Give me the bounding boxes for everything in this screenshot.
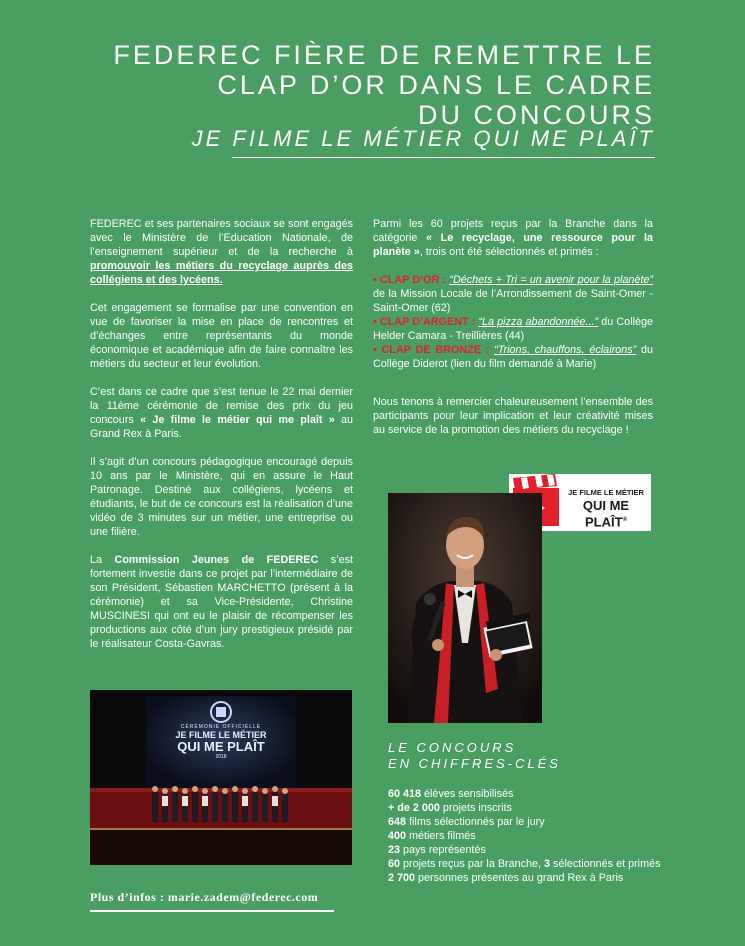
title-divider: [232, 157, 655, 158]
footer-label: Plus d’infos :: [90, 890, 168, 904]
ceremony-photo: [90, 690, 352, 865]
award-label: • CLAP D’OR :: [373, 274, 447, 286]
screen-line: QUI ME PLAÎT: [177, 739, 265, 754]
stats-title: [388, 740, 561, 772]
text: C’est dans ce cadre que s’est tenue le 22 mai dernier la 11ème cérémonie de remise des prix du jeu concours: [90, 386, 353, 426]
logo-text: [563, 488, 649, 529]
bold-text: promouvoir les métiers du recyclage auprès des collégiens et des lycéens.: [90, 260, 353, 286]
screen-line: 2018: [215, 754, 227, 760]
stage-image: [90, 690, 352, 865]
stats-list: [388, 787, 660, 885]
paragraph: Il s’agit d’un concours pédagogique encouragé depuis 10 ans par le Ministère, qui en assure le Haut Patronage. Destiné aux collégiens, lycéens et étudiants, le but de ce concours est la réalisation d’une vidéo de 3 minutes sur un métier, une entreprise ou une filière.: [90, 456, 353, 538]
award-title: “Trions, chauffons, éclairons”: [494, 344, 637, 356]
person-image: [388, 493, 542, 723]
stat-item: + de 2 000 projets inscrits: [388, 802, 512, 814]
text: FEDEREC et ses partenaires sociaux se sont engagés avec le Ministère de l’Education Nationale, de l’enseignement supérieur et de la recherche à: [90, 218, 353, 258]
left-column: [90, 217, 353, 665]
stat-item: 23 pays représentés: [388, 844, 486, 856]
awards-list: [373, 273, 653, 371]
stats-title-line: LE CONCOURS: [388, 740, 517, 755]
screen-line: JE FILME LE MÉTIER: [175, 730, 267, 740]
text: au Grand Rex à Paris.: [90, 414, 353, 440]
stat-item: 60 418 élèves sensibilisés: [388, 788, 514, 800]
award-title: “Déchets + Tri = un avenir pour la planète”: [449, 274, 654, 286]
logo-line: QUI ME PLAÎT®: [582, 498, 630, 530]
screen-text: [146, 724, 296, 760]
text: s’est fortement investie dans ce projet par l’intermédiaire de son Président, Sébastien MARCHETTO (présent à la cérémonie) et sa Vice-Présidente, Christine MUSCINESI qui ont eu le plaisir de récompenser les productions aux côté d’un jury prestigieux présidé par le réalisateur Costa-Gavras.: [90, 554, 353, 650]
footer-contact: [90, 890, 318, 905]
contact-email-link[interactable]: marie.zadem@federec.com: [167, 890, 319, 904]
award-text: de la Mission Locale de l’Arrondissement de Saint-Omer - Saint-Omer (62): [373, 288, 653, 314]
paragraph: [90, 217, 353, 287]
paragraph: [90, 553, 353, 651]
footer-divider: [90, 910, 334, 912]
text: La: [90, 554, 115, 566]
page-title: [113, 40, 655, 130]
stat-item: 648 films sélectionnés par le jury: [388, 816, 545, 828]
award-text: du Collège Diderot (lien du film demandé à Marie): [373, 344, 653, 370]
award-label: • CLAP D’ARGENT :: [373, 316, 476, 328]
portrait-photo: [388, 493, 542, 723]
screen-line: CÉRÉMONIE OFFICIELLE: [180, 724, 262, 730]
stats-title-line: EN CHIFFRES-CLÉS: [388, 756, 561, 771]
paragraph: Nous tenons à remercier chaleureusement l’ensemble des participants pour leur implication et leur créativité mises au service de la promotion des métiers du recyclage !: [373, 396, 653, 436]
text: , trois ont été sélectionnés et primés :: [419, 246, 599, 258]
stat-item: 2 700 personnes présentes au grand Rex à Paris: [388, 872, 624, 884]
page-subtitle: JE FILME LE MÉTIER QUI ME PLAÎT: [191, 126, 655, 151]
award-text: du Collège Helder Camara - Treillières (44): [373, 316, 654, 342]
right-column: [373, 217, 653, 451]
text: Parmi les 60 projets reçus par la Branche dans la catégorie: [373, 218, 653, 244]
title-line: CLAP D’OR DANS LE CADRE: [217, 70, 655, 100]
title-line: DU CONCOURS: [417, 100, 655, 130]
award-title: “La pizza abandonnée...”: [478, 316, 599, 328]
paragraph: Cet engagement se formalise par une convention en vue de favoriser la mise en place de rencontres et d’échanges entre représentants du monde économique et académique afin de faire connaître les métiers du secteur et leur évolution.: [90, 302, 353, 370]
paragraph: [90, 385, 353, 441]
bold-text: Commission Jeunes de FEDEREC: [114, 554, 319, 566]
logo-line: JE FILME LE MÉTIER: [568, 488, 644, 497]
bold-text: « Le recyclage, une ressource pour la planète »: [373, 232, 654, 258]
award-label: • CLAP DE BRONZE :: [373, 344, 490, 356]
bold-text: « Je filme le métier qui me plaît »: [140, 414, 335, 426]
stat-item: 400 métiers filmés: [388, 830, 476, 842]
title-line: FEDEREC FIÈRE DE REMETTRE LE: [113, 40, 655, 70]
paragraph: [373, 217, 653, 259]
stat-item: 60 projets reçus par la Branche, 3 sélectionnés et primés: [388, 858, 661, 870]
